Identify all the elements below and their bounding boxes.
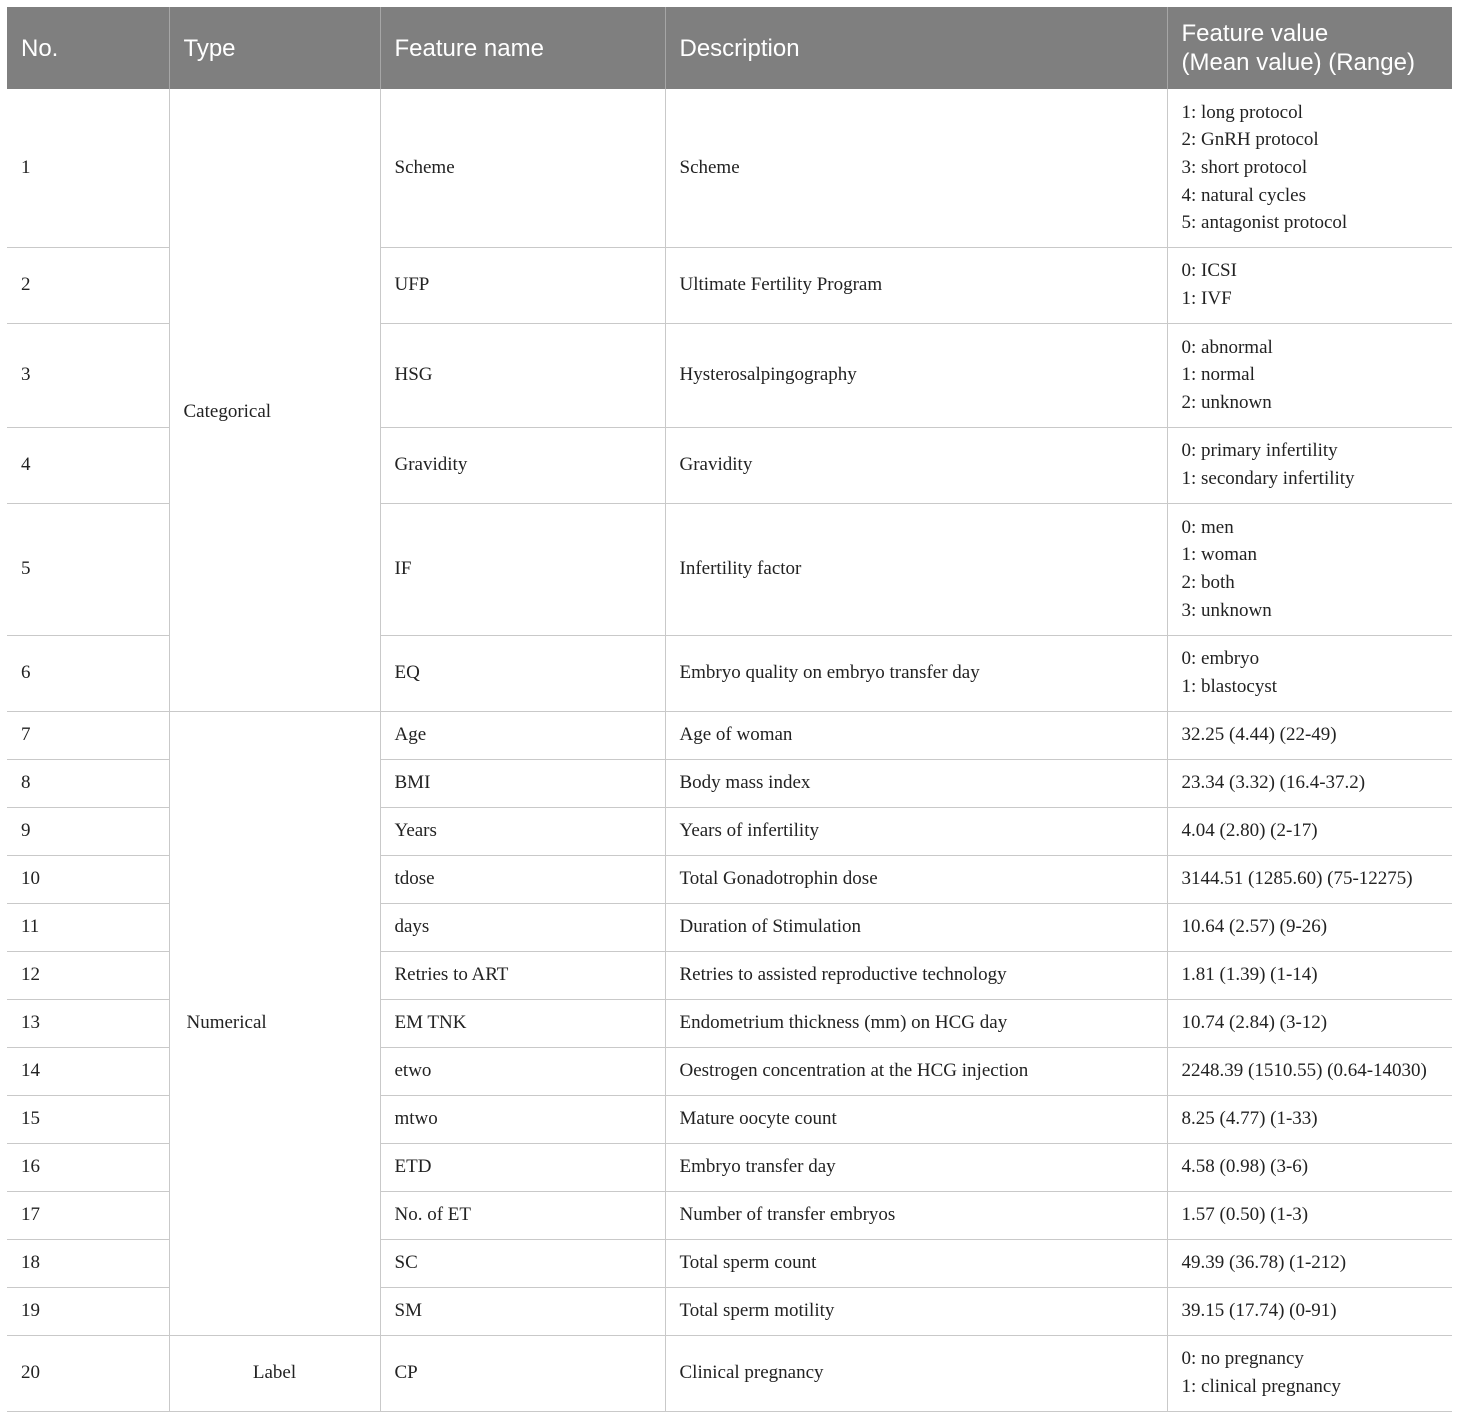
feature-value-line: 2248.39 (1510.55) (0.64-14030) <box>1181 1060 1427 1082</box>
type-categorical: Categorical <box>169 89 380 711</box>
feature-description: Mature oocyte count <box>665 1095 1167 1143</box>
row-number: 20 <box>7 1335 169 1411</box>
feature-value-line: 23.34 (3.32) (16.4-37.2) <box>1181 772 1366 794</box>
feature-value-line: 8.25 (4.77) (1-33) <box>1181 1108 1318 1130</box>
feature-value-line: 3: short protocol <box>1181 156 1308 178</box>
feature-description: Body mass index <box>665 759 1167 807</box>
feature-value <box>1167 1191 1452 1239</box>
row-number: 16 <box>7 1143 169 1191</box>
feature-name: Gravidity <box>380 427 665 503</box>
feature-description: Endometrium thickness (mm) on HCG day <box>665 999 1167 1047</box>
feature-description: Total Gonadotrophin dose <box>665 855 1167 903</box>
feature-value-line: 4: natural cycles <box>1181 184 1307 206</box>
feature-value-line: 0: no pregnancy <box>1181 1348 1304 1370</box>
feature-description: Embryo transfer day <box>665 1143 1167 1191</box>
row-number: 12 <box>7 951 169 999</box>
feature-description: Clinical pregnancy <box>665 1335 1167 1411</box>
feature-value <box>1167 1239 1452 1287</box>
header-row <box>7 7 1452 89</box>
feature-description: Total sperm motility <box>665 1287 1167 1335</box>
feature-table <box>7 7 1452 1412</box>
feature-name: Retries to ART <box>380 951 665 999</box>
feature-value <box>1167 323 1452 427</box>
feature-value-line: 3: unknown <box>1181 599 1272 621</box>
feature-description: Age of woman <box>665 711 1167 759</box>
row-number: 11 <box>7 903 169 951</box>
row-number: 5 <box>7 503 169 635</box>
table-body <box>7 89 1452 1411</box>
type-numerical: Numerical <box>169 711 380 1335</box>
feature-name: EQ <box>380 635 665 711</box>
feature-name: HSG <box>380 323 665 427</box>
feature-value-line: 1: clinical pregnancy <box>1181 1376 1341 1397</box>
feature-description: Scheme <box>665 89 1167 247</box>
row-number: 1 <box>7 89 169 247</box>
feature-value-line: 1.57 (0.50) (1-3) <box>1181 1204 1309 1226</box>
feature-description: Number of transfer embryos <box>665 1191 1167 1239</box>
feature-value-line: 5: antagonist protocol <box>1181 212 1348 234</box>
feature-description: Embryo quality on embryo transfer day <box>665 635 1167 711</box>
feature-value <box>1167 1143 1452 1191</box>
header-feature-value-line1: Feature value <box>1181 20 1329 47</box>
feature-name: tdose <box>380 855 665 903</box>
feature-value <box>1167 1335 1452 1411</box>
feature-value-line: 32.25 (4.44) (22-49) <box>1181 724 1337 746</box>
feature-value-line: 49.39 (36.78) (1-212) <box>1181 1252 1347 1274</box>
feature-value <box>1167 1095 1452 1143</box>
row-number: 3 <box>7 323 169 427</box>
feature-value-line: 1: IVF <box>1181 288 1232 309</box>
row-number: 10 <box>7 855 169 903</box>
table-row <box>7 1335 1452 1411</box>
feature-value-line: 10.64 (2.57) (9-26) <box>1181 916 1328 938</box>
feature-value-line: 1: long protocol <box>1181 101 1303 123</box>
row-number: 8 <box>7 759 169 807</box>
feature-description: Years of infertility <box>665 807 1167 855</box>
feature-description: Infertility factor <box>665 503 1167 635</box>
feature-value <box>1167 807 1452 855</box>
header-feature-value <box>1167 7 1452 89</box>
feature-value-line: 1: blastocyst <box>1181 676 1278 697</box>
feature-value-line: 4.58 (0.98) (3-6) <box>1181 1156 1309 1178</box>
feature-value <box>1167 903 1452 951</box>
feature-name: mtwo <box>380 1095 665 1143</box>
feature-value <box>1167 951 1452 999</box>
feature-value-line: 0: abnormal <box>1181 336 1273 358</box>
feature-value-line: 2: unknown <box>1181 391 1272 413</box>
feature-name: ETD <box>380 1143 665 1191</box>
feature-value-line: 39.15 (17.74) (0-91) <box>1181 1300 1337 1322</box>
header-feature-name: Feature name <box>380 7 665 89</box>
feature-name: SC <box>380 1239 665 1287</box>
feature-name: Age <box>380 711 665 759</box>
feature-value-line: 0: primary infertility <box>1181 440 1338 462</box>
table-row <box>7 89 1452 247</box>
feature-value-line: 4.04 (2.80) (2-17) <box>1181 820 1318 842</box>
row-number: 19 <box>7 1287 169 1335</box>
header-type: Type <box>169 7 380 89</box>
feature-value <box>1167 711 1452 759</box>
type-label: Label <box>169 1335 380 1411</box>
row-number: 17 <box>7 1191 169 1239</box>
feature-value-line: 1: normal <box>1181 364 1255 386</box>
feature-name: etwo <box>380 1047 665 1095</box>
feature-value-line: 2: both <box>1181 572 1235 593</box>
feature-name: BMI <box>380 759 665 807</box>
feature-description: Ultimate Fertility Program <box>665 247 1167 323</box>
feature-value-line: 1: woman <box>1181 544 1257 566</box>
feature-value-line: 0: ICSI <box>1181 260 1237 282</box>
feature-name: CP <box>380 1335 665 1411</box>
feature-value-line: 10.74 (2.84) (3-12) <box>1181 1012 1328 1034</box>
feature-value <box>1167 503 1452 635</box>
row-number: 4 <box>7 427 169 503</box>
feature-value-line: 1.81 (1.39) (1-14) <box>1181 964 1318 986</box>
table-row <box>7 711 1452 759</box>
row-number: 9 <box>7 807 169 855</box>
feature-value <box>1167 635 1452 711</box>
feature-name: SM <box>380 1287 665 1335</box>
feature-value-line: 3144.51 (1285.60) (75-12275) <box>1181 868 1413 890</box>
feature-name: No. of ET <box>380 1191 665 1239</box>
feature-value-line: 0: men <box>1181 516 1234 538</box>
feature-description: Hysterosalpingography <box>665 323 1167 427</box>
header-no: No. <box>7 7 169 89</box>
feature-value <box>1167 999 1452 1047</box>
row-number: 13 <box>7 999 169 1047</box>
feature-value-line: 0: embryo <box>1181 648 1260 670</box>
feature-name: UFP <box>380 247 665 323</box>
feature-value <box>1167 247 1452 323</box>
feature-description: Total sperm count <box>665 1239 1167 1287</box>
feature-description: Duration of Stimulation <box>665 903 1167 951</box>
feature-value <box>1167 855 1452 903</box>
row-number: 15 <box>7 1095 169 1143</box>
feature-value <box>1167 89 1452 247</box>
feature-value <box>1167 427 1452 503</box>
feature-name: IF <box>380 503 665 635</box>
feature-name: EM TNK <box>380 999 665 1047</box>
row-number: 2 <box>7 247 169 323</box>
row-number: 6 <box>7 635 169 711</box>
feature-name: days <box>380 903 665 951</box>
feature-description: Retries to assisted reproductive technology <box>665 951 1167 999</box>
row-number: 7 <box>7 711 169 759</box>
row-number: 14 <box>7 1047 169 1095</box>
feature-value-line: 1: secondary infertility <box>1181 468 1355 489</box>
feature-value <box>1167 759 1452 807</box>
header-feature-value-line2: (Mean value) (Range) <box>1181 49 1415 76</box>
feature-description: Gravidity <box>665 427 1167 503</box>
feature-value <box>1167 1287 1452 1335</box>
feature-value-line: 2: GnRH protocol <box>1181 129 1319 151</box>
header-description: Description <box>665 7 1167 89</box>
feature-description: Oestrogen concentration at the HCG injection <box>665 1047 1167 1095</box>
feature-name: Scheme <box>380 89 665 247</box>
feature-value <box>1167 1047 1452 1095</box>
row-number: 18 <box>7 1239 169 1287</box>
feature-name: Years <box>380 807 665 855</box>
